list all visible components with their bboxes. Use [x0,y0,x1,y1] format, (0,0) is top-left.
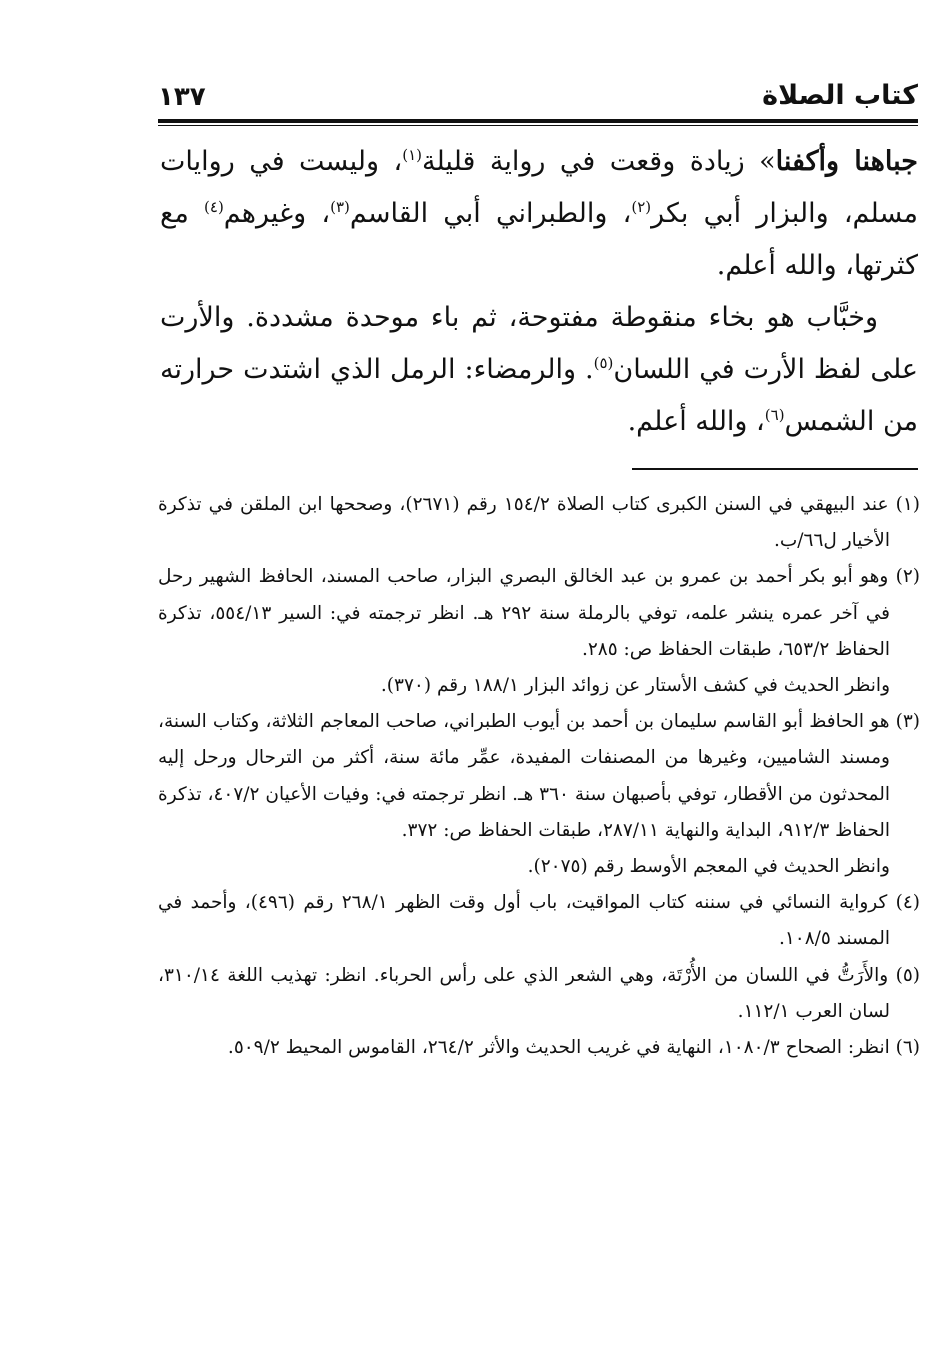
footnote-ref-2: (٢) [631,198,652,216]
header-rule-thin [158,125,918,126]
footnote-6: (٦) انظر: الصحاح ١٠٨٠/٣، النهاية في غريب الحديث والأثر ٢٦٤/٢، القاموس المحيط ٥٠٩/٢. [227,1037,920,1059]
footnote-ref-4: (٤) [204,198,224,216]
footnote-ref-3: (٣) [330,198,350,216]
footnote-3: (٣) هو الحافظ أبو القاسم سليمان بن أحمد بن أيوب الطبراني، صاحب المعاجم الثلاثة، وكتاب السنة، ومسند الشاميين، وغيرها من المصنفات المفيدة، عمِّر مائة سنة، أكثر من الترحال ورحل إليه المحدثون من الأقطار، توفي بأصبهان سنة ٣٦٠ هـ. انظر ترجمته في: وفيات الأعيان ٤٠٧/٢، تذكرة الحفاظ ٩١٢/٣، البداية والنهاية ٢٨٧/١١، طبقات الحفاظ ص: ٣٧٢. [158,711,920,841]
chapter-title: كتاب الصلاة [762,80,918,111]
footnote-ref-1: (١) [402,146,423,164]
text-run: ، والله أعلم. [627,406,765,437]
main-text [160,136,918,448]
text-run: وخبَّاب هو بخاء منقوطة مفتوحة، ثم باء موحدة مشددة. والأرت على لفظ الأرت في اللسان [160,302,918,385]
paragraph-2 [160,292,918,448]
page-header [158,80,918,116]
text-run: ، وغيرهم [223,198,331,229]
header-rule-thick [158,119,918,123]
text-run: مع كثرتها، والله أعلم. [160,198,918,281]
footnote-2: (٢) وهو أبو بكر أحمد بن عمرو بن عبد الخالق البصري البزار، صاحب المسند، الحافظ الشهير رحل في آخر عمره ينشر علمه، توفي بالرملة سنة ٢٩٢ هـ. انظر ترجمته في: السير ٥٥٤/١٣، تذكرة الحفاظ ٦٥٣/٢، طبقات الحفاظ ص: ٢٨٥. [158,566,920,660]
footnote-1: (١) عند البيهقي في السنن الكبرى كتاب الصلاة ١٥٤/٢ رقم (٢٦٧١)، وصححها ابن الملقن في تذكرة الأخيار ل٦٦/ب. [158,494,920,552]
text-run: » زيادة وقعت في رواية قليلة [422,146,776,177]
footnotes [158,487,920,1066]
footnote-4: (٤) كرواية النسائي في سننه كتاب المواقيت، باب أول وقت الظهر ٢٦٨/١ رقم (٤٩٦)، وأحمد في المسند ١٠٨/٥. [158,892,920,950]
footnote-ref-5: (٥) [593,354,614,372]
text-run: ، وليست في روايات مسلم، والبزار أبي بكر [160,146,918,229]
bold-phrase: جباهنا وأكفنا [775,146,918,177]
text-run: . والرمضاء: الرمل الذي اشتدت حرارته من الشمس [160,354,918,437]
paragraph-1 [160,136,918,292]
footnote-3-continuation: وانظر الحديث في المعجم الأوسط رقم (٢٠٧٥). [527,856,890,878]
footnote-ref-6: (٦) [764,406,785,424]
footnote-separator [632,468,918,470]
text-run: ، والطبراني أبي القاسم [349,198,632,229]
footnote-5: (٥) والأَرَتُّ في اللسان من الأُرْتَة، وهي الشعر الذي على رأس الحرباء. انظر: تهذيب اللغة ٣١٠/١٤، لسان العرب ١١٢/١. [158,964,920,1022]
footnote-2-continuation: وانظر الحديث في كشف الأستار عن زوائد البزار ١٨٨/١ رقم (٣٧٠). [380,675,890,697]
page-number: ١٣٧ [158,82,206,112]
